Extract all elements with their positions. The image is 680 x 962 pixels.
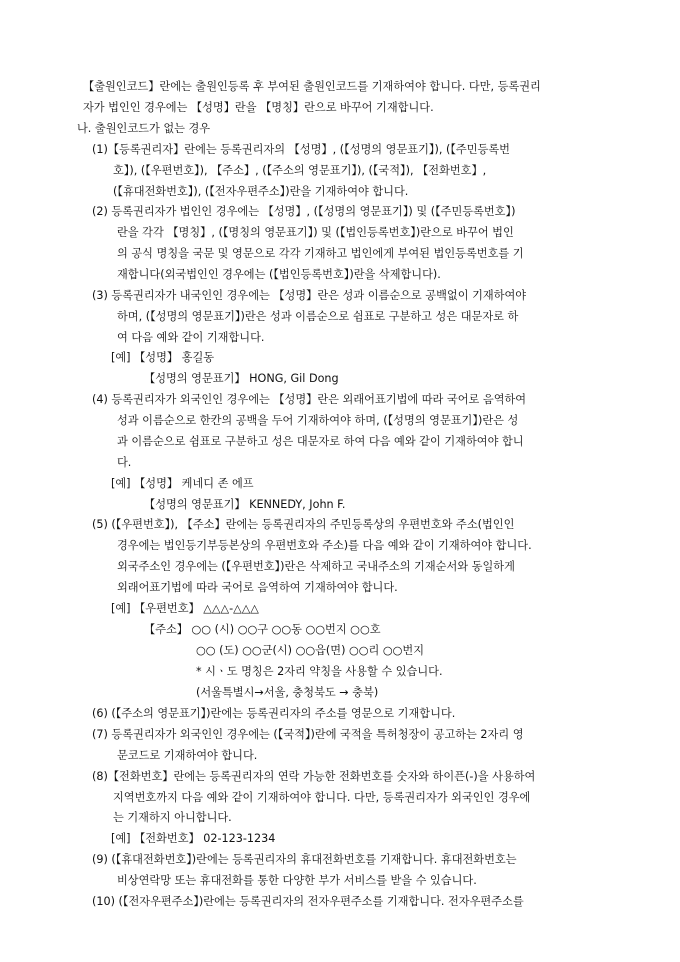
- example-line: [예] 【성명】 케네디 존 에프: [111, 477, 254, 490]
- text-line: 하며, (【성명의 영문표기】)란은 성과 이름순으로 쉼표로 구분하고 성은 대문자로 하: [117, 310, 519, 323]
- text-line: 란을 각각 【명칭】, (【명칭의 영문표기】) 및 (【법인등록번호】)란으로 바꾸어 법인: [117, 226, 514, 239]
- example-line: 【성명의 영문표기】 HONG, Gil Dong: [144, 372, 339, 385]
- text-line: 문코드로 기재하여야 합니다.: [117, 749, 258, 762]
- text-line: 외래어표기법에 따라 국어로 음역하여 기재하여야 합니다.: [117, 581, 398, 594]
- text-line: 의 공식 명칭을 국문 및 영문으로 각각 기재하고 법인에게 부여된 법인등록번호를 기: [117, 247, 524, 260]
- note-line: (서울특별시→서울, 충청북도 → 충북): [196, 686, 379, 699]
- text-line: 외국주소인 경우에는 (【우편번호】)란은 삭제하고 국내주소의 기재순서와 동일하게: [117, 560, 515, 573]
- text-line: (3) 등록권리자가 내국인인 경우에는 【성명】란은 성과 이름순으로 공백없이 기재하여야: [92, 289, 527, 302]
- example-line: [예] 【우편번호】 △△△-△△△: [111, 602, 259, 615]
- text-line: 호】), (【우편번호】), 【주소】, (【주소의 영문표기】), (【국적】), 【전화번호】,: [113, 164, 487, 177]
- text-line: 는 기재하지 아니합니다.: [113, 811, 232, 824]
- text-line: (4) 등록권리자가 외국인인 경우에는 【성명】란은 외래어표기법에 따라 국어로 음역하여: [92, 393, 527, 406]
- text-line: (8)【전화번호】란에는 등록권리자의 연락 가능한 전화번호를 숫자와 하이픈(-)을 사용하여: [92, 770, 536, 783]
- text-line: 비상연락망 또는 휴대전화를 통한 다양한 부가 서비스를 받을 수 있습니다.: [117, 874, 477, 887]
- note-line: * 시ㆍ도 명칭은 2자리 약칭을 사용할 수 있습니다.: [196, 665, 443, 678]
- text-line: 지역번호까지 다음 예와 같이 기재하여야 합니다. 다만, 등록권리자가 외국인인 경우에: [113, 791, 531, 804]
- section-heading: 나. 출원인코드가 없는 경우: [77, 122, 211, 135]
- example-line: 【주소】 ○○ (시) ○○구 ○○동 ○○번지 ○○호: [144, 623, 381, 636]
- example-line: [예] 【전화번호】 02-123-1234: [111, 832, 276, 845]
- text-line: 과 이름순으로 쉼표로 구분하고 성은 대문자로 하여 다음 예와 같이 기재하여야 합니: [117, 435, 524, 448]
- text-line: 자가 법인인 경우에는 【성명】란을 【명칭】란으로 바꾸어 기재합니다.: [83, 101, 434, 114]
- text-line: 다.: [117, 456, 132, 469]
- text-line: (9) (【휴대전화번호】)란에는 등록권리자의 휴대전화번호를 기재합니다. 휴대전화번호는: [92, 853, 517, 866]
- text-line: 【출원인코드】란에는 출원인등록 후 부여된 출원인코드를 기재하여야 합니다. 다만, 등록권리: [83, 80, 541, 93]
- text-line: 여 다음 예와 같이 기재합니다.: [117, 331, 265, 344]
- text-line: (2) 등록권리자가 법인인 경우에는 【성명】, (【성명의 영문표기】) 및 (【주민등록번호】): [92, 205, 516, 218]
- text-line: (7) 등록권리자가 외국인인 경우에는 (【국적】)란에 국적을 특허청장이 공고하는 2자리 영: [92, 728, 524, 741]
- text-line: 재합니다(외국법인인 경우에는 (【법인등록번호】)란을 삭제합니다).: [117, 268, 441, 281]
- text-line: (10) (【전자우편주소】)란에는 등록권리자의 전자우편주소를 기재합니다. 전자우편주소를: [92, 895, 524, 908]
- text-line: 경우에는 법인등기부등본상의 우편번호와 주소)를 다음 예와 같이 기재하여야 합니다.: [117, 539, 532, 552]
- text-line: (5) (【우편번호】), 【주소】란에는 등록권리자의 주민등록상의 우편번호와 주소(법인인: [92, 518, 515, 531]
- text-line: 성과 이름순으로 한칸의 공백을 두어 기재하여야 하며, (【성명의 영문표기】)란은 성: [117, 414, 519, 427]
- text-line: (6) (【주소의 영문표기】)란에는 등록권리자의 주소를 영문으로 기재합니다.: [92, 707, 456, 720]
- text-line: (1)【등록권리자】란에는 등록권리자의 【성명】, (【성명의 영문표기】), (【주민등록번: [92, 143, 510, 156]
- example-line: 【성명의 영문표기】 KENNEDY, John F.: [144, 498, 346, 511]
- text-line: (【휴대전화번호】), (【전자우편주소】)란을 기재하여야 합니다.: [113, 185, 409, 198]
- example-line: ○○ (도) ○○군(시) ○○읍(면) ○○리 ○○번지: [196, 644, 425, 657]
- example-line: [예] 【성명】 홍길동: [111, 351, 215, 364]
